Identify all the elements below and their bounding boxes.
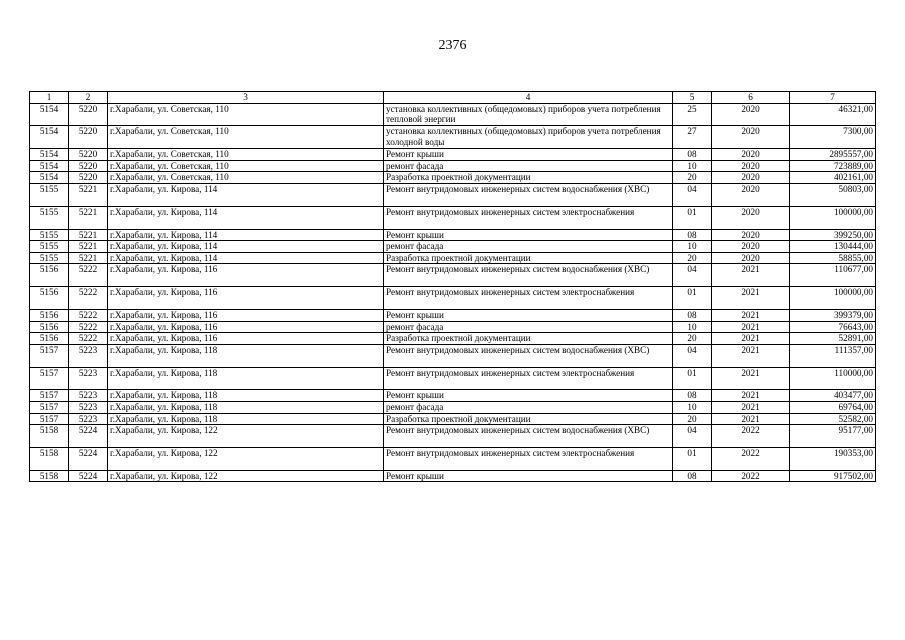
work-code-cell: 04: [673, 264, 712, 287]
amount-cell: 58855,00: [790, 252, 876, 264]
work-code-cell: 10: [673, 241, 712, 253]
work-type-cell: Ремонт внутридомовых инженерных систем водоснабжения (ХВС): [384, 183, 673, 206]
work-code-cell: 08: [673, 149, 712, 161]
year-cell: 2020: [712, 172, 790, 184]
address-cell: г.Харабали, ул. Кирова, 114: [108, 183, 384, 206]
house-id-cell: 5222: [69, 287, 108, 310]
address-cell: г.Харабали, ул. Кирова, 114: [108, 252, 384, 264]
work-code-cell: 10: [673, 321, 712, 333]
object-id-cell: 5155: [30, 252, 69, 264]
work-code-cell: 20: [673, 413, 712, 425]
year-cell: 2022: [712, 425, 790, 448]
table-row: [30, 126, 876, 149]
year-cell: 2020: [712, 183, 790, 206]
work-code-cell: 01: [673, 287, 712, 310]
object-id-cell: 5157: [30, 390, 69, 402]
object-id-cell: 5157: [30, 367, 69, 390]
amount-cell: 190353,00: [790, 447, 876, 470]
page-number: 2376: [438, 38, 467, 53]
table-row: [30, 367, 876, 390]
year-cell: 2020: [712, 206, 790, 229]
object-id-cell: 5154: [30, 149, 69, 161]
address-cell: г.Харабали, ул. Кирова, 118: [108, 367, 384, 390]
year-cell: 2021: [712, 264, 790, 287]
object-id-cell: 5155: [30, 229, 69, 241]
amount-cell: 76643,00: [790, 321, 876, 333]
table-row: [30, 401, 876, 413]
house-id-cell: 5220: [69, 149, 108, 161]
address-cell: г.Харабали, ул. Кирова, 122: [108, 447, 384, 470]
year-cell: 2021: [712, 413, 790, 425]
amount-cell: 50803,00: [790, 183, 876, 206]
work-code-cell: 20: [673, 172, 712, 184]
year-cell: 2020: [712, 229, 790, 241]
address-cell: г.Харабали, ул. Кирова, 116: [108, 321, 384, 333]
address-cell: г.Харабали, ул. Кирова, 118: [108, 390, 384, 402]
work-code-cell: 20: [673, 333, 712, 345]
works-table: [29, 91, 876, 482]
house-id-cell: 5220: [69, 103, 108, 126]
table-row: [30, 333, 876, 345]
object-id-cell: 5156: [30, 321, 69, 333]
amount-cell: 110677,00: [790, 264, 876, 287]
house-id-cell: 5221: [69, 229, 108, 241]
house-id-cell: 5224: [69, 425, 108, 448]
year-cell: 2020: [712, 126, 790, 149]
house-id-cell: 5223: [69, 367, 108, 390]
amount-cell: 403477,00: [790, 390, 876, 402]
address-cell: г.Харабали, ул. Кирова, 114: [108, 206, 384, 229]
object-id-cell: 5157: [30, 344, 69, 367]
work-code-cell: 25: [673, 103, 712, 126]
work-type-cell: Ремонт внутридомовых инженерных систем электроснабжения: [384, 206, 673, 229]
year-cell: 2020: [712, 149, 790, 161]
amount-cell: 723889,00: [790, 160, 876, 172]
amount-cell: 69764,00: [790, 401, 876, 413]
work-type-cell: установка коллективных (общедомовых) приборов учета потребления тепловой энергии: [384, 103, 673, 126]
work-code-cell: 10: [673, 401, 712, 413]
table-row: [30, 149, 876, 161]
year-cell: 2022: [712, 447, 790, 470]
object-id-cell: 5154: [30, 126, 69, 149]
work-type-cell: Ремонт внутридомовых инженерных систем водоснабжения (ХВС): [384, 425, 673, 448]
year-cell: 2021: [712, 401, 790, 413]
year-cell: 2020: [712, 241, 790, 253]
object-id-cell: 5157: [30, 413, 69, 425]
column-header: 4: [384, 92, 673, 104]
table-row: [30, 470, 876, 482]
table-row: [30, 103, 876, 126]
address-cell: г.Харабали, ул. Кирова, 116: [108, 309, 384, 321]
work-type-cell: Разработка проектной документации: [384, 252, 673, 264]
address-cell: г.Харабали, ул. Кирова, 114: [108, 229, 384, 241]
year-cell: 2021: [712, 333, 790, 345]
work-code-cell: 10: [673, 160, 712, 172]
address-cell: г.Харабали, ул. Советская, 110: [108, 103, 384, 126]
work-type-cell: Ремонт крыши: [384, 309, 673, 321]
column-header: 7: [790, 92, 876, 104]
address-cell: г.Харабали, ул. Советская, 110: [108, 160, 384, 172]
amount-cell: 110000,00: [790, 367, 876, 390]
address-cell: г.Харабали, ул. Кирова, 122: [108, 425, 384, 448]
house-id-cell: 5223: [69, 401, 108, 413]
address-cell: г.Харабали, ул. Советская, 110: [108, 126, 384, 149]
work-code-cell: 01: [673, 447, 712, 470]
work-type-cell: ремонт фасада: [384, 160, 673, 172]
object-id-cell: 5154: [30, 160, 69, 172]
column-header: 3: [108, 92, 384, 104]
amount-cell: 95177,00: [790, 425, 876, 448]
work-type-cell: Ремонт внутридомовых инженерных систем водоснабжения (ХВС): [384, 344, 673, 367]
object-id-cell: 5156: [30, 309, 69, 321]
work-type-cell: Ремонт внутридомовых инженерных систем электроснабжения: [384, 447, 673, 470]
amount-cell: 2895557,00: [790, 149, 876, 161]
work-code-cell: 08: [673, 390, 712, 402]
amount-cell: 52582,00: [790, 413, 876, 425]
object-id-cell: 5158: [30, 447, 69, 470]
column-header: 5: [673, 92, 712, 104]
object-id-cell: 5158: [30, 470, 69, 482]
work-code-cell: 08: [673, 229, 712, 241]
work-code-cell: 01: [673, 367, 712, 390]
work-code-cell: 04: [673, 183, 712, 206]
house-id-cell: 5222: [69, 309, 108, 321]
work-type-cell: ремонт фасада: [384, 241, 673, 253]
table-row: [30, 241, 876, 253]
work-code-cell: 04: [673, 344, 712, 367]
table-row: [30, 183, 876, 206]
work-type-cell: Разработка проектной документации: [384, 413, 673, 425]
house-id-cell: 5223: [69, 344, 108, 367]
address-cell: г.Харабали, ул. Кирова, 114: [108, 241, 384, 253]
work-type-cell: установка коллективных (общедомовых) приборов учета потребления холодной воды: [384, 126, 673, 149]
table-row: [30, 447, 876, 470]
work-code-cell: 27: [673, 126, 712, 149]
table-row: [30, 264, 876, 287]
house-id-cell: 5223: [69, 390, 108, 402]
object-id-cell: 5155: [30, 206, 69, 229]
amount-cell: 100000,00: [790, 206, 876, 229]
object-id-cell: 5155: [30, 183, 69, 206]
address-cell: г.Харабали, ул. Кирова, 118: [108, 344, 384, 367]
address-cell: г.Харабали, ул. Кирова, 116: [108, 287, 384, 310]
table-row: [30, 229, 876, 241]
address-cell: г.Харабали, ул. Кирова, 118: [108, 401, 384, 413]
year-cell: 2020: [712, 160, 790, 172]
table-row: [30, 344, 876, 367]
house-id-cell: 5220: [69, 126, 108, 149]
house-id-cell: 5224: [69, 447, 108, 470]
table-row: [30, 425, 876, 448]
year-cell: 2021: [712, 309, 790, 321]
object-id-cell: 5156: [30, 333, 69, 345]
amount-cell: 100000,00: [790, 287, 876, 310]
house-id-cell: 5221: [69, 206, 108, 229]
object-id-cell: 5154: [30, 172, 69, 184]
object-id-cell: 5156: [30, 287, 69, 310]
address-cell: г.Харабали, ул. Кирова, 122: [108, 470, 384, 482]
work-type-cell: ремонт фасада: [384, 321, 673, 333]
address-cell: г.Харабали, ул. Кирова, 116: [108, 333, 384, 345]
year-cell: 2020: [712, 252, 790, 264]
address-cell: г.Харабали, ул. Советская, 110: [108, 172, 384, 184]
house-id-cell: 5221: [69, 252, 108, 264]
year-cell: 2021: [712, 321, 790, 333]
table-row: [30, 413, 876, 425]
table-row: [30, 309, 876, 321]
house-id-cell: 5220: [69, 172, 108, 184]
house-id-cell: 5222: [69, 264, 108, 287]
year-cell: 2021: [712, 390, 790, 402]
table-row: [30, 287, 876, 310]
column-header: 1: [30, 92, 69, 104]
amount-cell: 7300,00: [790, 126, 876, 149]
year-cell: 2022: [712, 470, 790, 482]
amount-cell: 46321,00: [790, 103, 876, 126]
house-id-cell: 5221: [69, 241, 108, 253]
work-type-cell: Ремонт внутридомовых инженерных систем водоснабжения (ХВС): [384, 264, 673, 287]
work-type-cell: Ремонт крыши: [384, 390, 673, 402]
work-code-cell: 08: [673, 309, 712, 321]
amount-cell: 52891,00: [790, 333, 876, 345]
object-id-cell: 5158: [30, 425, 69, 448]
year-cell: 2020: [712, 103, 790, 126]
object-id-cell: 5155: [30, 241, 69, 253]
object-id-cell: 5157: [30, 401, 69, 413]
object-id-cell: 5156: [30, 264, 69, 287]
work-type-cell: Ремонт крыши: [384, 470, 673, 482]
amount-cell: 111357,00: [790, 344, 876, 367]
address-cell: г.Харабали, ул. Кирова, 118: [108, 413, 384, 425]
work-type-cell: Разработка проектной документации: [384, 333, 673, 345]
year-cell: 2021: [712, 344, 790, 367]
object-id-cell: 5154: [30, 103, 69, 126]
work-type-cell: Ремонт крыши: [384, 229, 673, 241]
work-code-cell: 08: [673, 470, 712, 482]
house-id-cell: 5222: [69, 321, 108, 333]
year-cell: 2021: [712, 287, 790, 310]
header-row: [30, 92, 876, 104]
house-id-cell: 5220: [69, 160, 108, 172]
amount-cell: 399250,00: [790, 229, 876, 241]
work-type-cell: Разработка проектной документации: [384, 172, 673, 184]
house-id-cell: 5223: [69, 413, 108, 425]
house-id-cell: 5222: [69, 333, 108, 345]
table-row: [30, 172, 876, 184]
work-type-cell: ремонт фасада: [384, 401, 673, 413]
table-row: [30, 390, 876, 402]
amount-cell: 917502,00: [790, 470, 876, 482]
work-code-cell: 01: [673, 206, 712, 229]
table-row: [30, 252, 876, 264]
house-id-cell: 5221: [69, 183, 108, 206]
work-type-cell: Ремонт крыши: [384, 149, 673, 161]
address-cell: г.Харабали, ул. Советская, 110: [108, 149, 384, 161]
address-cell: г.Харабали, ул. Кирова, 116: [108, 264, 384, 287]
column-header: 6: [712, 92, 790, 104]
work-type-cell: Ремонт внутридомовых инженерных систем электроснабжения: [384, 287, 673, 310]
amount-cell: 399379,00: [790, 309, 876, 321]
work-code-cell: 04: [673, 425, 712, 448]
amount-cell: 130444,00: [790, 241, 876, 253]
year-cell: 2021: [712, 367, 790, 390]
work-type-cell: Ремонт внутридомовых инженерных систем электроснабжения: [384, 367, 673, 390]
house-id-cell: 5224: [69, 470, 108, 482]
table-row: [30, 206, 876, 229]
table-row: [30, 321, 876, 333]
amount-cell: 402161,00: [790, 172, 876, 184]
table-row: [30, 160, 876, 172]
column-header: 2: [69, 92, 108, 104]
work-code-cell: 20: [673, 252, 712, 264]
